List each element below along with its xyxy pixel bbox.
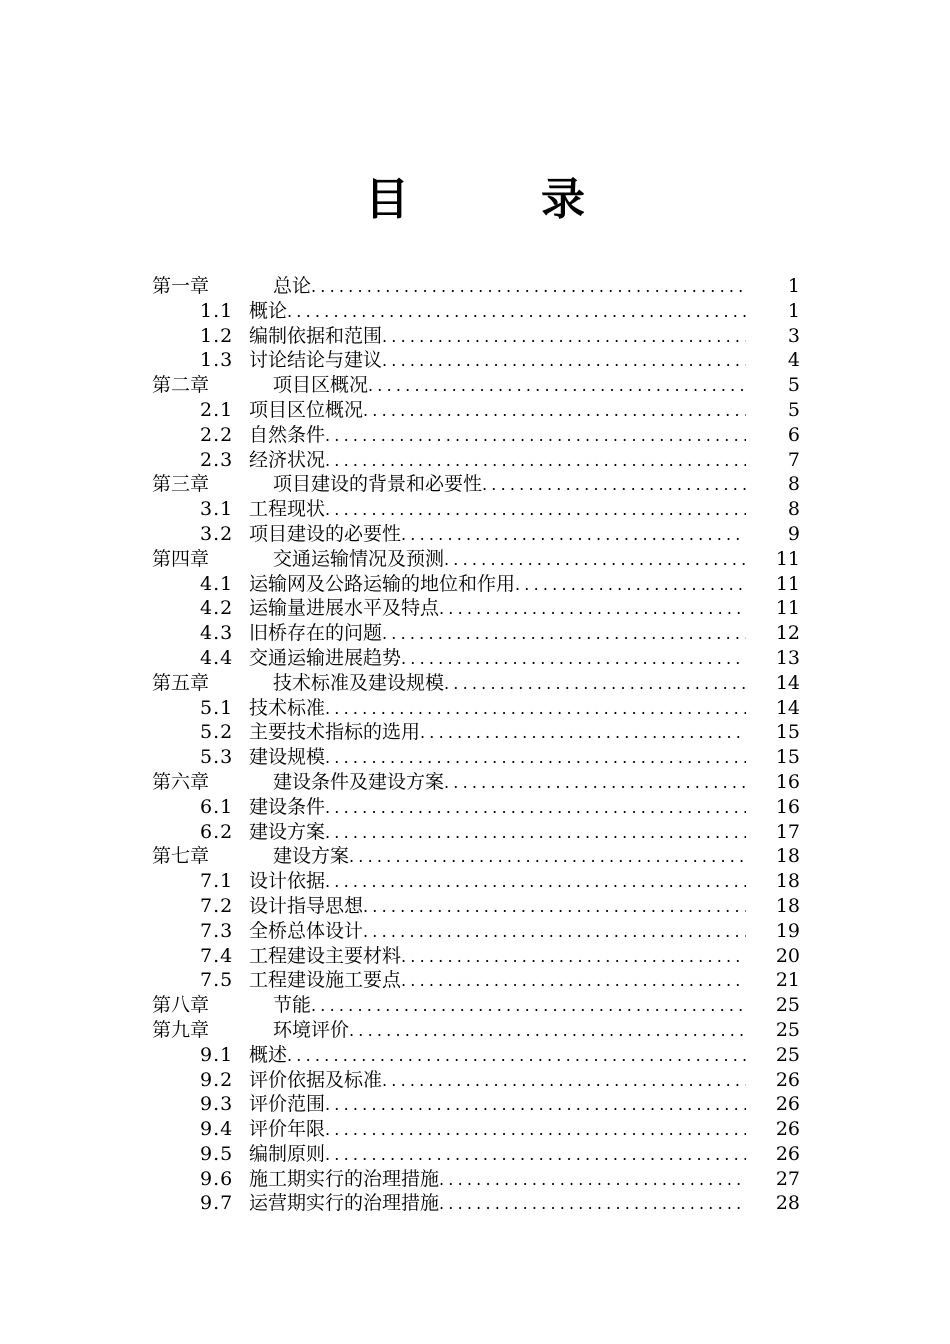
section-title: 自然条件 [249,423,326,446]
page-number: 17 [775,820,800,843]
section-title: 项目区位概况 [249,398,364,421]
page-number: 9 [787,522,800,545]
page-number: 5 [787,398,800,421]
toc-entry-text [152,696,746,722]
page-number: 4 [787,349,800,372]
toc-entry-text [152,348,746,374]
toc-section-row[interactable] [152,1092,800,1117]
toc-entry-text [152,373,746,399]
section-title: 建设条件 [249,795,326,818]
page-number: 14 [775,671,800,694]
page-number: 26 [775,1093,800,1116]
page-number: 11 [775,572,800,595]
toc-chapter-row[interactable] [152,1018,800,1043]
toc-section-row[interactable] [152,869,800,894]
page-number: 26 [775,1118,800,1141]
section-number: 7.3 [200,919,234,942]
page-number: 19 [775,919,800,942]
section-title: 评价范围 [249,1093,326,1116]
section-title: 编制依据和范围 [249,324,383,347]
section-number: 1.2 [200,324,234,347]
toc-entry-text [152,844,746,870]
toc-entry-text [152,770,746,796]
section-number: 7.4 [200,944,234,967]
chapter-number: 第五章 [152,671,210,694]
page-number: 13 [775,646,800,669]
page-number: 25 [775,1018,800,1041]
chapter-title: 节能 [273,994,312,1017]
toc-section-row[interactable] [152,1142,800,1167]
toc-chapter-row[interactable] [152,671,800,696]
section-title: 建设规模 [249,746,326,769]
toc-entry-text [152,671,746,697]
toc-entry-text [152,1018,746,1044]
toc-section-row[interactable] [152,522,800,547]
page-number: 25 [775,994,800,1017]
toc-entry-text [152,820,746,846]
toc-entry-text [152,448,746,474]
page-number: 1 [787,299,800,322]
toc-section-row[interactable] [152,795,800,820]
toc-section-row[interactable] [152,324,800,349]
section-number: 6.2 [200,820,234,843]
chapter-title: 环境评价 [273,1018,350,1041]
toc-entry-text [152,993,746,1019]
toc-section-row[interactable] [152,894,800,919]
section-number: 7.1 [200,870,234,893]
section-number: 9.7 [200,1192,234,1215]
toc-section-row[interactable] [152,1043,800,1068]
toc-entry-text [152,1142,746,1168]
toc-section-row[interactable] [152,944,800,969]
toc-section-row[interactable] [152,299,800,324]
toc-section-row[interactable] [152,621,800,646]
toc-entry-text [152,1117,746,1143]
page-number: 5 [787,374,800,397]
toc-section-row[interactable] [152,448,800,473]
page-number: 25 [775,1043,800,1066]
section-title: 交通运输进展趋势 [249,646,402,669]
page-number: 18 [775,845,800,868]
toc-section-row[interactable] [152,745,800,770]
section-title: 设计依据 [249,870,326,893]
page-number: 11 [775,597,800,620]
toc-section-row[interactable] [152,720,800,745]
section-number: 1.1 [200,299,234,322]
chapter-title: 建设条件及建设方案 [273,770,445,793]
chapter-number: 第九章 [152,1018,210,1041]
section-title: 施工期实行的治理措施 [249,1167,440,1190]
chapter-title: 总论 [273,275,312,297]
section-number: 9.3 [200,1093,234,1116]
toc-section-row[interactable] [152,572,800,597]
toc-entry-text [152,522,746,548]
toc-chapter-row[interactable] [152,472,800,497]
page-number: 8 [787,498,800,521]
toc-section-row[interactable] [152,820,800,845]
toc-chapter-row[interactable] [152,770,800,795]
table-of-contents [152,274,800,1216]
page-number: 21 [775,969,800,992]
section-number: 2.3 [200,448,234,471]
page-number: 16 [775,770,800,793]
page-number: 1 [787,275,800,297]
section-title: 工程建设施工要点 [249,969,402,992]
toc-entry-text [152,398,746,424]
toc-entry-text [152,869,746,895]
section-title: 概述 [249,1043,288,1066]
section-number: 3.2 [200,522,234,545]
section-number: 7.2 [200,894,234,917]
section-number: 9.4 [200,1118,234,1141]
section-number: 2.2 [200,423,234,446]
page-number: 15 [775,721,800,744]
section-number: 4.4 [200,646,234,669]
section-number: 9.5 [200,1142,234,1165]
chapter-number: 第四章 [152,547,210,570]
toc-entry-text [152,497,746,523]
chapter-number: 第七章 [152,845,210,868]
toc-entry-text [152,968,746,994]
section-title: 工程建设主要材料 [249,944,402,967]
chapter-number: 第六章 [152,770,210,793]
section-title: 建设方案 [249,820,326,843]
toc-chapter-row[interactable] [152,274,800,299]
toc-entry-text [152,795,746,821]
toc-entry-text [152,547,746,573]
chapter-number: 第一章 [152,275,210,297]
page-title: 目 录 [365,174,629,225]
section-number: 4.3 [200,622,234,645]
section-title: 评价依据及标准 [249,1068,383,1091]
page-number: 20 [775,944,800,967]
section-number: 9.1 [200,1043,234,1066]
toc-section-row[interactable] [152,968,800,993]
section-number: 5.2 [200,721,234,744]
chapter-title: 建设方案 [273,845,350,868]
page-number: 6 [787,423,800,446]
chapter-number: 第二章 [152,374,210,397]
page-number: 7 [787,448,800,471]
toc-entry-text [152,324,746,350]
toc-chapter-row[interactable] [152,844,800,869]
section-number: 5.1 [200,696,234,719]
toc-entry-text [152,423,746,449]
toc-entry-text [152,572,746,598]
toc-section-row[interactable] [152,596,800,621]
section-title: 旧桥存在的问题 [249,622,383,645]
section-title: 项目建设的必要性 [249,522,402,545]
section-title: 技术标准 [249,696,326,719]
toc-section-row[interactable] [152,696,800,721]
chapter-title: 交通运输情况及预测 [273,547,445,570]
section-title: 主要技术指标的选用 [249,721,421,744]
section-number: 2.1 [200,398,234,421]
toc-entry-text [152,894,746,920]
section-number: 9.6 [200,1167,234,1190]
toc-entry-text [152,745,746,771]
chapter-title: 技术标准及建设规模 [273,671,445,694]
toc-section-row[interactable] [152,1117,800,1142]
section-title: 工程现状 [249,498,326,521]
toc-entry-text [152,720,746,746]
toc-entry-text [152,1167,746,1193]
toc-entry-text [152,299,746,325]
chapter-number: 第八章 [152,994,210,1017]
section-title: 全桥总体设计 [249,919,364,942]
page-number: 12 [775,622,800,645]
toc-section-row[interactable] [152,1068,800,1093]
page-number: 15 [775,746,800,769]
chapter-title: 项目区概况 [273,374,369,397]
page-number: 3 [787,324,800,347]
toc-section-row[interactable] [152,919,800,944]
section-title: 运输网及公路运输的地位和作用 [249,572,516,595]
toc-entry-text [152,274,746,300]
toc-entry-text [152,944,746,970]
section-number: 7.5 [200,969,234,992]
toc-entry-text [152,1043,746,1069]
toc-section-row[interactable] [152,398,800,423]
toc-entry-text [152,621,746,647]
section-number: 4.1 [200,572,234,595]
page-number: 11 [775,547,800,570]
toc-chapter-row[interactable] [152,373,800,398]
page-number: 16 [775,795,800,818]
toc-entry-text [152,646,746,672]
page-number: 26 [775,1068,800,1091]
section-number: 3.1 [200,498,234,521]
toc-section-row[interactable] [152,348,800,373]
chapter-title: 项目建设的背景和必要性 [273,473,483,496]
section-number: 6.1 [200,795,234,818]
toc-entry-text [152,1092,746,1118]
toc-section-row[interactable] [152,497,800,522]
toc-entry-text [152,596,746,622]
section-title: 经济状况 [249,448,326,471]
page-number: 27 [775,1167,800,1190]
page-number: 18 [775,870,800,893]
page-number: 8 [787,473,800,496]
page-number: 28 [775,1192,800,1215]
section-number: 9.2 [200,1068,234,1091]
toc-entry-text [152,1191,746,1217]
page-number: 18 [775,894,800,917]
toc-section-row[interactable] [152,423,800,448]
toc-section-row[interactable] [152,646,800,671]
section-title: 讨论结论与建议 [249,349,383,372]
section-title: 运营期实行的治理措施 [249,1192,440,1215]
section-number: 1.3 [200,349,234,372]
page-number: 14 [775,696,800,719]
section-title: 概论 [249,299,288,322]
toc-chapter-row[interactable] [152,993,800,1018]
toc-section-row[interactable] [152,1167,800,1192]
chapter-number: 第三章 [152,473,210,496]
toc-entry-text [152,1068,746,1094]
toc-chapter-row[interactable] [152,547,800,572]
page-number: 26 [775,1142,800,1165]
toc-entry-text [152,919,746,945]
section-title: 编制原则 [249,1142,326,1165]
section-number: 5.3 [200,746,234,769]
section-title: 评价年限 [249,1118,326,1141]
toc-section-row[interactable] [152,1191,800,1216]
toc-entry-text [152,472,746,498]
section-title: 设计指导思想 [249,894,364,917]
section-number: 4.2 [200,597,234,620]
section-title: 运输量进展水平及特点 [249,597,440,620]
